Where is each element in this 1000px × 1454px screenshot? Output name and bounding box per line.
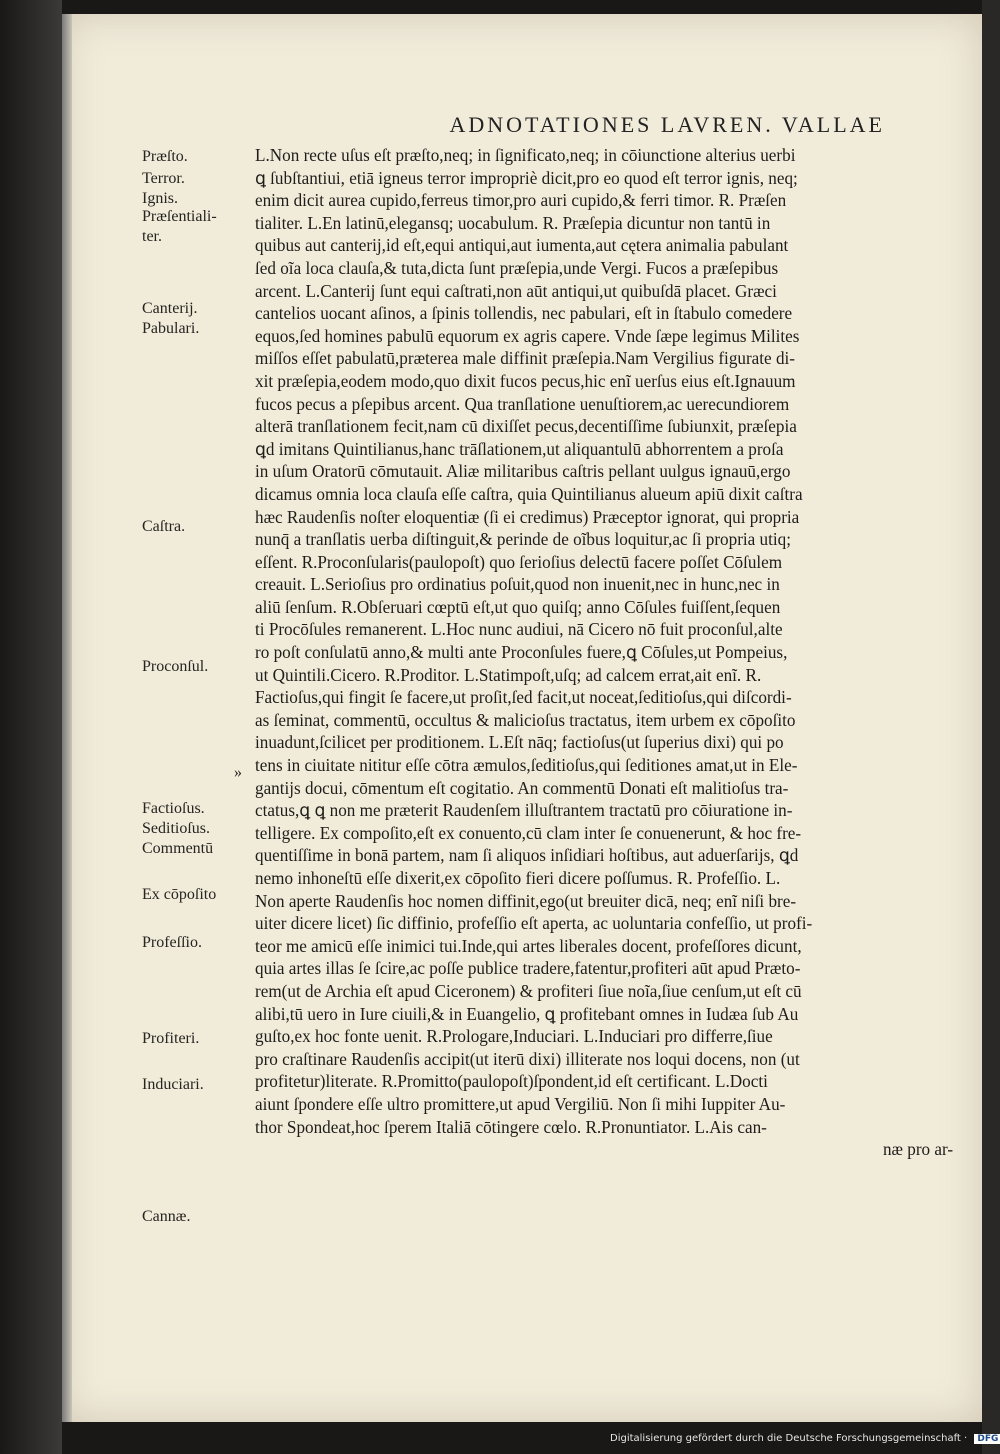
text-line: gantijs docui, cōmentum eſt cogitatio. An commentū Donati eſt malitioſus tra- (255, 777, 789, 798)
text-line: Non aperte Raudenſis hoc nomen diffinit,ego(ut breuiter dicā, neq; enĩ niſi bre- (255, 890, 797, 911)
margin-note-praesto: Præſto. (142, 148, 188, 165)
running-head: ADNOTATIONES LAVREN. VALLAE (449, 112, 885, 137)
margin-note-proconsul: Proconſul. (142, 658, 209, 675)
scan-left-edge (0, 0, 62, 1454)
text-line: arcent. L.Canterij ſunt equi caſtrati,non aūt antiqui,ut quibuſdā placet. Græci (255, 280, 777, 301)
text-line: thor Spondeat,hoc ſperem Italiā cōtingere cœlo. R.Pronuntiator. L.Ais can- (255, 1116, 767, 1137)
margin-note-canterij: Canterij. (142, 300, 198, 317)
text-line: telligere. Ex compoſito,eſt ex conuento,cū clam inter ſe conuenerunt, & hoc fre- (255, 822, 802, 843)
margin-note-pabulari: Pabulari. (142, 320, 200, 337)
text-line: enim dicit aurea cupido,ferreus timor,pro auri cupido,& ferri timor. R. Præſen (255, 190, 787, 211)
text-line: teor me amicū eſſe inimici tui.Inde,qui artes liberales docent, profeſſores dicunt, (255, 935, 802, 956)
text-line: Factioſus,qui fingit ſe facere,ut proſit,ſed facit,ut noceat,ſeditioſus,qui diſcordi- (255, 687, 792, 708)
text-line: nemo inhoneſtū eſſe dixerit,ex cōpoſito fieri dicere poſſumus. R. Profeſſio. L. (255, 868, 781, 888)
margin-note-castra: Caſtra. (142, 518, 186, 535)
dfg-logo: DFG (974, 1434, 1000, 1444)
text-line: profitetur)literate. R.Promitto(paulopoſt)ſpondent,id eſt certificant. L.Docti (255, 1071, 768, 1092)
digitization-credit (610, 1433, 1000, 1444)
text-line: in uſum Oratorū cōmutauit. Aliæ militaribus caſtris pellant uulgus ignauū,ergo (255, 461, 791, 482)
text-line: næ pro ar- (882, 1139, 954, 1160)
margin-note-praesentialiter: Præſentiali- (142, 208, 217, 225)
text-line: uiter dicere licet) ſic diffinio, profeſſio eſt aperta, ac uoluntaria confeſſio, ut profi- (255, 913, 813, 934)
credit-text: Digitalisierung gefördert durch die Deutsche Forschungsgemeinschaft · (610, 1433, 968, 1444)
text-line: dicamus omnia loca clauſa eſſe caſtra, quia Quintilianus alueum apiū dixit caſtra (255, 483, 803, 504)
margin-note-commentum: Commentū (142, 840, 214, 857)
text-line: tialiter. L.En latinū,elegansq; uocabulum. R. Præſepia dicuntur non tantū in (255, 212, 771, 233)
text-line: ſed oĩa loca clauſa,& tuta,dicta ſunt præſepia,unde Vergi. Fucos a præſepibus (255, 257, 779, 278)
margin-marker: » (234, 764, 242, 781)
text-line: aliū ſenſum. R.Obſeruari cœptū eſt,ut quo quiſq; anno Cōſules fuiſſent,ſequen (255, 596, 781, 617)
margin-note-factiosus: Factioſus. (142, 800, 205, 817)
scan-right-edge (982, 0, 1000, 1454)
text-line: ut Quintili.Cicero. R.Proditor. L.Statimpoſt,uſq; ad calcem errat,ait enĩ. R. (255, 664, 762, 685)
text-line: L.Non recte uſus eſt præſto,neq; in ſignificato,neq; in cōiunctione alterius uerbi (255, 145, 796, 165)
margin-note-terror: Terror. (142, 170, 185, 187)
text-line: ro poſt conſulatū anno,& multi ante Proconſules fuere,ꝗ Cōſules,ut Pompeius, (255, 642, 788, 663)
text-line: ꝗ ſubſtantiui, etiā igneus terror impropriè dicit,pro eo quod eſt terror ignis, neq; (255, 167, 798, 188)
text-line: pro craſtinare Raudenſis accipit(ut iterū dixi) illiterate nos loqui docens, non (ut (255, 1048, 800, 1069)
text-line: aiunt ſpondere eſſe ultro promittere,ut apud Vergiliū. Non ſi mihi Iuppiter Au- (255, 1093, 786, 1114)
text-line: tens in ciuitate nititur eſſe cōtra æmulos,ſeditioſus,qui ſeditiones amat,ut in Ele- (255, 755, 798, 776)
text-line: equos,ſed homines pabulū equorum ex agris capere. Vnde ſæpe legimus Milites (255, 325, 800, 346)
text-line: rem(ut de Archia eſt apud Ciceronem) & profiteri ſiue noĩa,ſiue cenſum,ut eſt cū (255, 980, 802, 1001)
text-line: ctatus,ꝗ ꝗ non me præterit Raudenſem illuſtrantem tractatū pro cōiuratione in- (255, 800, 793, 821)
text-line: xit præſepia,eodem modo,quo dixit fucos pecus,hic enĩ uerſus eius eſt.Ignauum (255, 370, 796, 391)
text-line: quia artes illas ſe ſcire,ac poſſe publice tradere,fatentur,profiteri aūt apud Præto- (255, 958, 801, 979)
text-line: guſto,ex hoc fonte uenit. R.Prologare,Induciari. L.Induciari pro differre,ſiue (255, 1026, 773, 1047)
text-line: miſſos eſſet pabulatū,præterea male diffinit præſepia.Nam Vergilius figurate di- (255, 348, 796, 369)
text-line: as ſeminat, commentū, occultus & malicioſus tractatus, item urbem ex cōpoſito (255, 709, 796, 730)
text-line: fucos pecus a pſepibus arcent. Qua tranſlatione uenuſtiorem,ac uerecundiorem (255, 393, 790, 414)
text-line: alibi,tū uero in Iure ciuili,& in Euangelio, ꝗ profitebant omnes in Iudæa ſub Au (255, 1003, 799, 1024)
margin-note-professio: Profeſſio. (142, 934, 202, 951)
text-line: quibus aut canterij,id eſt,equi antiqui,aut iumenta,aut cętera animalia pabulant (255, 235, 789, 256)
text-line: quentiſſime in bonā partem, nam ſi aliquos inſidiari hoſtibus, aut aduerſarijs, ꝗd (255, 845, 799, 866)
text-line: hæc Raudenſis noſter eloquentiæ (ſi ei credimus) Præceptor ignorat, qui propria (255, 506, 800, 527)
margin-notes (142, 0, 252, 1300)
text-line: alterā tranſlationem fecit,nam cū dixiſſet pecus,decentiſſime ſubiunxit, præſepia (255, 416, 797, 437)
margin-note-praesentialiter-cont: ter. (142, 228, 162, 245)
text-line: eſſent. R.Proconſularis(paulopoſt) quo ſerioſius delectū facere poſſet Cōſulem (255, 551, 783, 572)
body-text (255, 144, 983, 1161)
text-line: cantelios uocant aſinos, a ſpinis tollendis, nec pabulari, eſt in ſtabulo comedere (255, 303, 793, 324)
text-line: creauit. L.Serioſius pro ordinatius poſuit,quod non inuenit,nec in hunc,nec in (255, 574, 780, 595)
text-line: ꝗd imitans Quintilianus,hanc trāſlationem,ut aliquantulū abhorrentem a proſa (255, 438, 784, 459)
margin-note-seditiosus: Seditioſus. (142, 820, 211, 837)
margin-note-cannae: Cannæ. (142, 1208, 191, 1225)
margin-note-ex-composito: Ex cōpoſito (142, 886, 217, 903)
text-line: ti Procōſules remanerent. L.Hoc nunc audiui, nā Cicero nō fuit proconſul,alte (255, 619, 783, 640)
margin-note-induciari: Induciari. (142, 1076, 204, 1093)
margin-note-ignis: Ignis. (142, 190, 178, 207)
text-line: inuadunt,ſcilicet per proditionem. L.Eſt nāq; factioſus(ut ſuperius dixi) qui po (255, 732, 784, 753)
text-line: nunq̄ a tranſlatis uerba diſtinguit,& perinde de oĩbus loquitur,ac ſi propria utiq; (255, 529, 792, 550)
margin-note-profiteri: Profiteri. (142, 1030, 200, 1047)
